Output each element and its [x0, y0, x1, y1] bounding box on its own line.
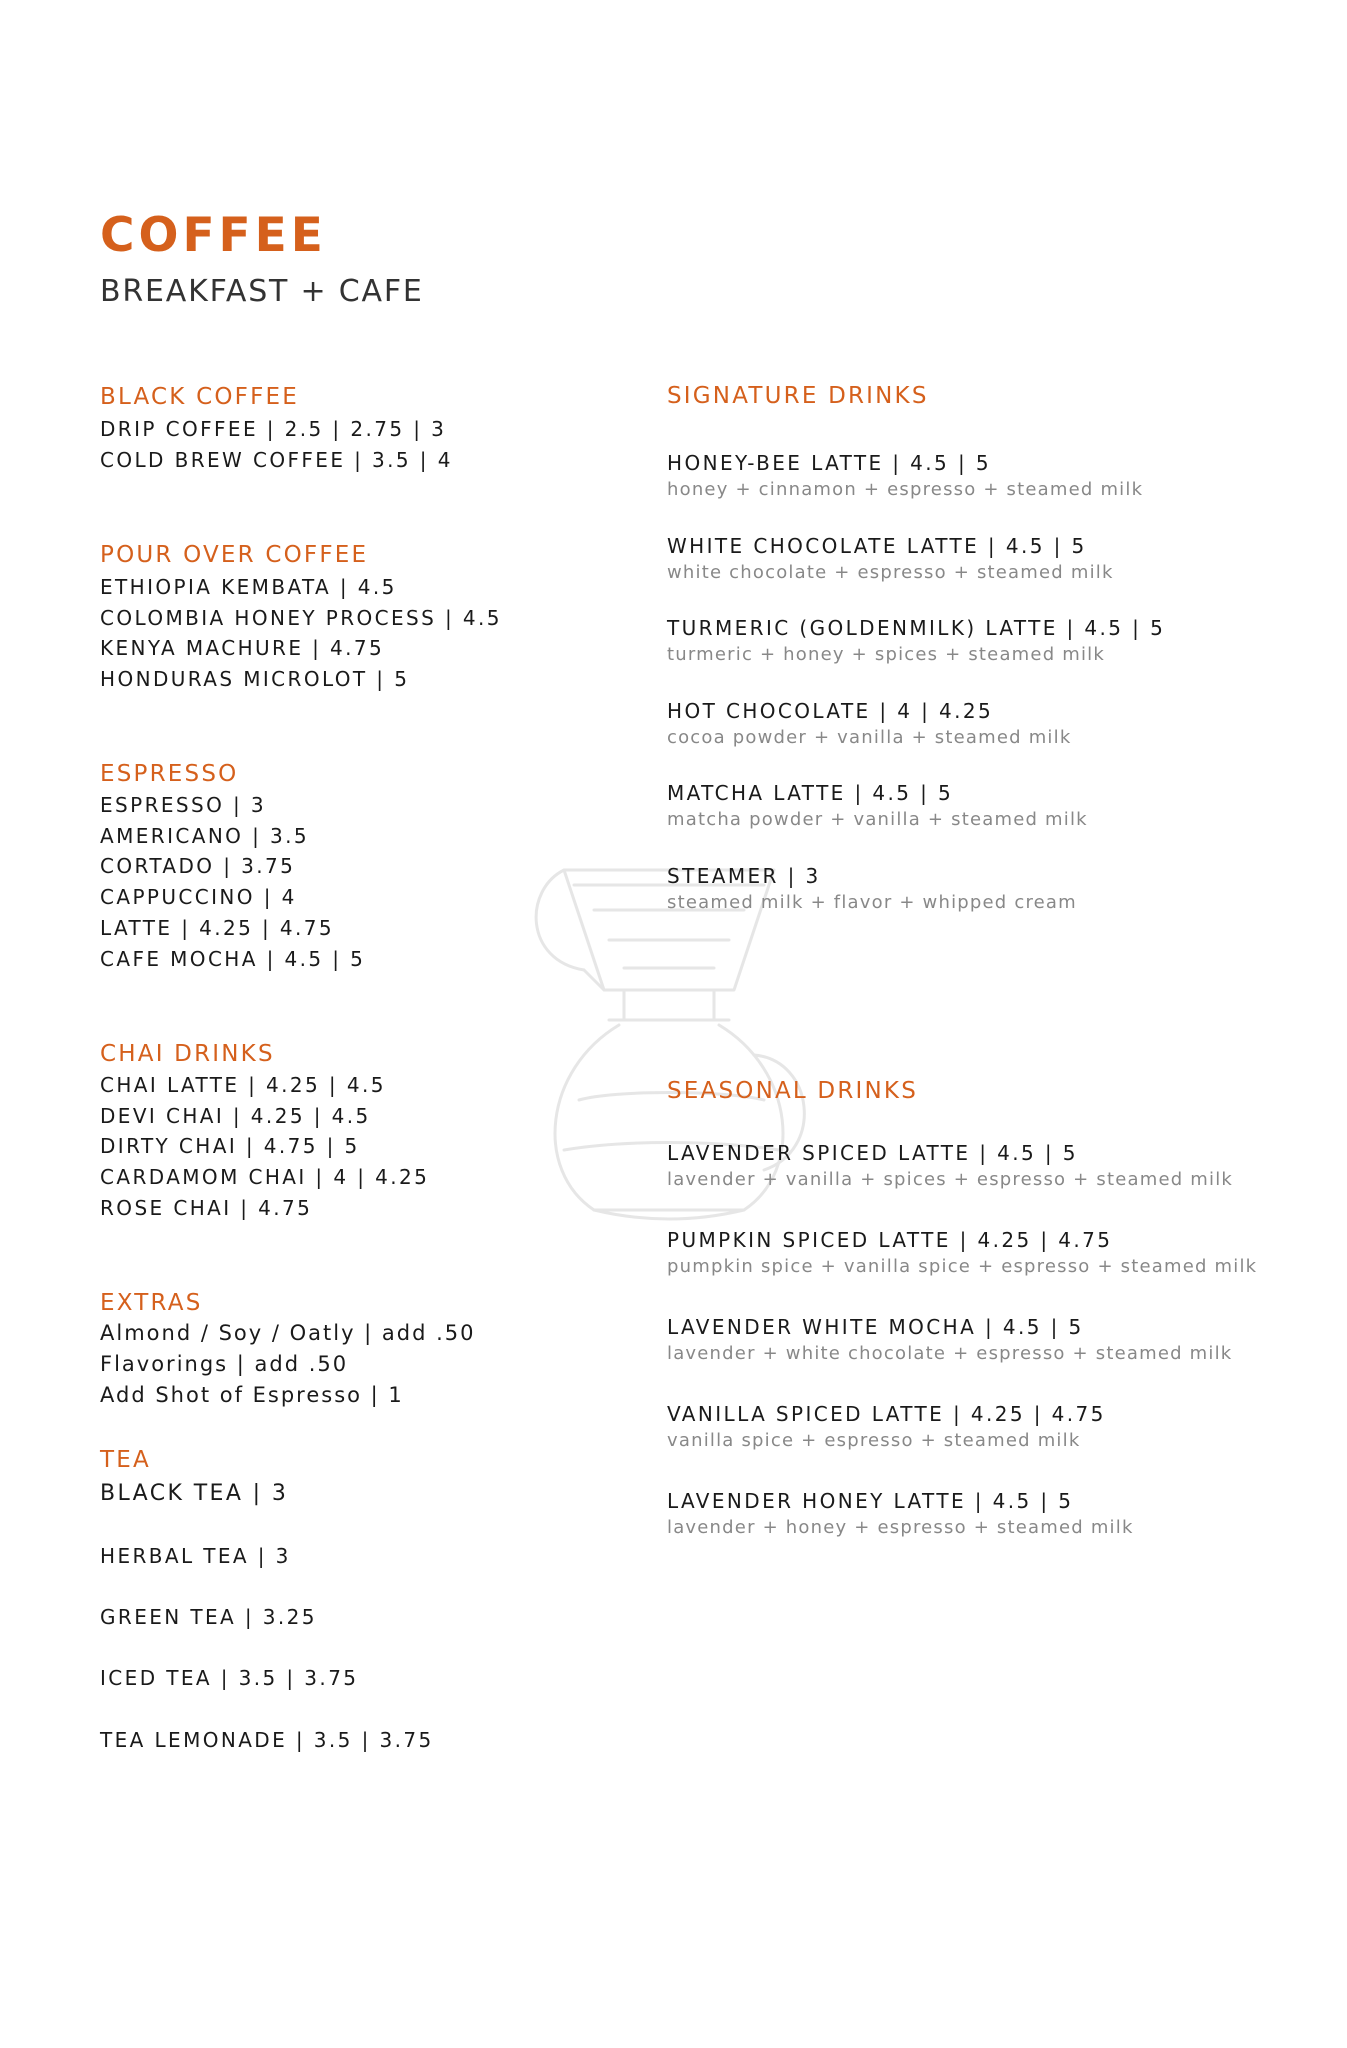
section-heading-black-coffee: BLACK COFFEE	[100, 384, 299, 410]
menu-item: Flavorings | add .50	[100, 1352, 349, 1376]
menu-title: COFFEE	[100, 208, 327, 263]
menu-item: COLOMBIA HONEY PROCESS | 4.5	[100, 606, 502, 630]
menu-item: ESPRESSO | 3	[100, 793, 267, 817]
menu-item: BLACK TEA | 3	[100, 1481, 289, 1506]
menu-item: GREEN TEA | 3.25	[100, 1605, 317, 1629]
menu-item: CHAI LATTE | 4.25 | 4.5	[100, 1073, 386, 1097]
menu-item: TURMERIC (GOLDENMILK) LATTE | 4.5 | 5	[667, 616, 1166, 640]
section-heading-pour-over: POUR OVER COFFEE	[100, 542, 369, 568]
menu-item: HOT CHOCOLATE | 4 | 4.25	[667, 699, 994, 723]
section-heading-chai: CHAI DRINKS	[100, 1041, 275, 1067]
menu-item: CAFE MOCHA | 4.5 | 5	[100, 947, 366, 971]
menu-item: KENYA MACHURE | 4.75	[100, 636, 385, 660]
item-description: turmeric + honey + spices + steamed milk	[667, 644, 1105, 665]
menu-item: Add Shot of Espresso | 1	[100, 1383, 404, 1407]
menu-item: CARDAMOM CHAI | 4 | 4.25	[100, 1165, 430, 1189]
menu-item: PUMPKIN SPICED LATTE | 4.25 | 4.75	[667, 1228, 1113, 1252]
menu-item: HERBAL TEA | 3	[100, 1544, 291, 1568]
section-heading-signature: SIGNATURE DRINKS	[667, 383, 929, 409]
menu-item: ROSE CHAI | 4.75	[100, 1196, 313, 1220]
menu-item: WHITE CHOCOLATE LATTE | 4.5 | 5	[667, 534, 1087, 558]
menu-subtitle: BREAKFAST + CAFE	[100, 274, 424, 309]
menu-item: ICED TEA | 3.5 | 3.75	[100, 1666, 359, 1690]
menu-item: LAVENDER HONEY LATTE | 4.5 | 5	[667, 1489, 1074, 1513]
menu-item: AMERICANO | 3.5	[100, 824, 309, 848]
menu-item: LAVENDER WHITE MOCHA | 4.5 | 5	[667, 1315, 1084, 1339]
section-heading-espresso: ESPRESSO	[100, 761, 239, 787]
item-description: lavender + honey + espresso + steamed milk	[667, 1517, 1134, 1538]
menu-item: TEA LEMONADE | 3.5 | 3.75	[100, 1728, 434, 1752]
menu-item: DEVI CHAI | 4.25 | 4.5	[100, 1104, 371, 1128]
menu-item: HONDURAS MICROLOT | 5	[100, 667, 410, 691]
item-description: cocoa powder + vanilla + steamed milk	[667, 727, 1072, 748]
menu-item: VANILLA SPICED LATTE | 4.25 | 4.75	[667, 1402, 1106, 1426]
item-description: steamed milk + flavor + whipped cream	[667, 892, 1077, 913]
item-description: lavender + white chocolate + espresso + steamed milk	[667, 1343, 1233, 1364]
item-description: matcha powder + vanilla + steamed milk	[667, 809, 1088, 830]
menu-item: HONEY-BEE LATTE | 4.5 | 5	[667, 451, 991, 475]
item-description: vanilla spice + espresso + steamed milk	[667, 1430, 1081, 1451]
section-heading-tea: TEA	[100, 1447, 151, 1473]
section-heading-extras: EXTRAS	[100, 1290, 203, 1316]
menu-item: MATCHA LATTE | 4.5 | 5	[667, 781, 954, 805]
menu-item: LATTE | 4.25 | 4.75	[100, 916, 335, 940]
menu-item: Almond / Soy / Oatly | add .50	[100, 1321, 476, 1345]
menu-item: LAVENDER SPICED LATTE | 4.5 | 5	[667, 1141, 1078, 1165]
menu-item: CAPPUCCINO | 4	[100, 885, 297, 909]
item-description: lavender + vanilla + spices + espresso + steamed milk	[667, 1169, 1234, 1190]
menu-item: STEAMER | 3	[667, 864, 821, 888]
item-description: honey + cinnamon + espresso + steamed milk	[667, 479, 1144, 500]
menu-item: COLD BREW COFFEE | 3.5 | 4	[100, 448, 453, 472]
menu-item: DRIP COFFEE | 2.5 | 2.75 | 3	[100, 417, 447, 441]
item-description: pumpkin spice + vanilla spice + espresso + steamed milk	[667, 1256, 1258, 1277]
menu-item: DIRTY CHAI | 4.75 | 5	[100, 1134, 360, 1158]
item-description: white chocolate + espresso + steamed milk	[667, 562, 1114, 583]
section-heading-seasonal: SEASONAL DRINKS	[667, 1078, 918, 1104]
menu-item: ETHIOPIA KEMBATA | 4.5	[100, 575, 397, 599]
menu-item: CORTADO | 3.75	[100, 854, 296, 878]
